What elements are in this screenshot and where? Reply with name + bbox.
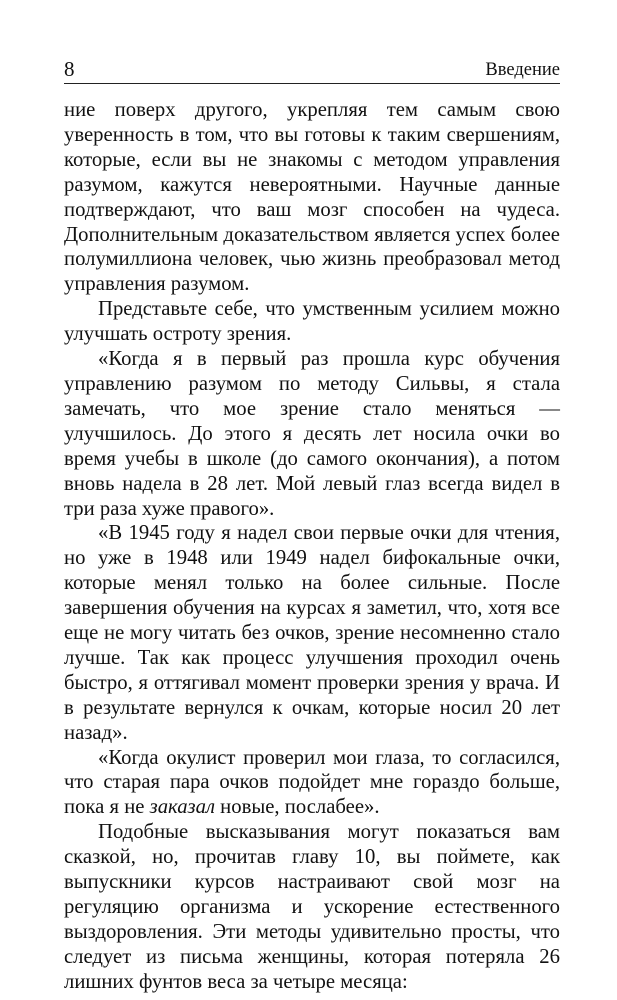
paragraph-quote-oculist (64, 746, 560, 821)
page-number: 8 (64, 57, 75, 81)
paragraph-quote-reading-glasses: «В 1945 году я надел свои первые очки для чтения, но уже в 1948 или 1949 надел бифокальные очки, которые менял только на более сильные. После завершения обучения на курсах я заметил, что, хотя все еще не могу читать без очков, зрение несомненно стало лучше. Так как процесс улучшения проходил очень быстро, я оттягивал момент проверки зрения у врача. И в результате вернулся к очкам, которые носил 20 лет назад». (64, 522, 560, 744)
paragraph-quote-first-course: «Когда я в первый раз прошла курс обучения управлению разумом по методу Сильвы, я стала замечать, что мое зрение стало меняться — улучшилось. До этого я десять лет носила очки во время учебы в школе (до самого окончания), а потом вновь надела в 28 лет. Мой левый глаз всегда видел в три раза хуже правого». (64, 348, 560, 520)
paragraph-continuation: ние поверх другого, укрепляя тем самым свою уверенность в том, что вы готовы к таким свершениям, которые, если вы не знакомы с методом управления разумом, кажутся невероятными. Научные данные подтверждают, что ваш мозг способен на чудеса. Дополнительным доказательством является успех более полумиллиона человек, чью жизнь преобразовал метод управления разумом. (64, 99, 560, 296)
body-text (64, 98, 560, 995)
page-header (64, 55, 560, 84)
paragraph-chapter-ten: Подобные высказывания могут показаться вам сказкой, но, прочитав главу 10, вы поймете, как выпускники курсов настраивают свой мозг на регуляцию организма и ускорение естественного выздоровления. Эти методы удивительно просты, что следует из письма женщины, которая потеряла 26 лишних фунтов веса за четыре месяца: (64, 821, 560, 993)
oculist-quote-end: новые, послабее». (214, 796, 380, 819)
oculist-quote-start: «Когда окулист проверил мои глаза, то согласился, что старая пара очков подойдет мне гораздо больше, пока я не (64, 746, 560, 819)
running-head: Введение (485, 60, 560, 80)
emphasized-word: заказал (149, 796, 215, 819)
paragraph-eyesight-intro: Представьте себе, что умственным усилием можно улучшать остроту зрения. (64, 298, 560, 346)
